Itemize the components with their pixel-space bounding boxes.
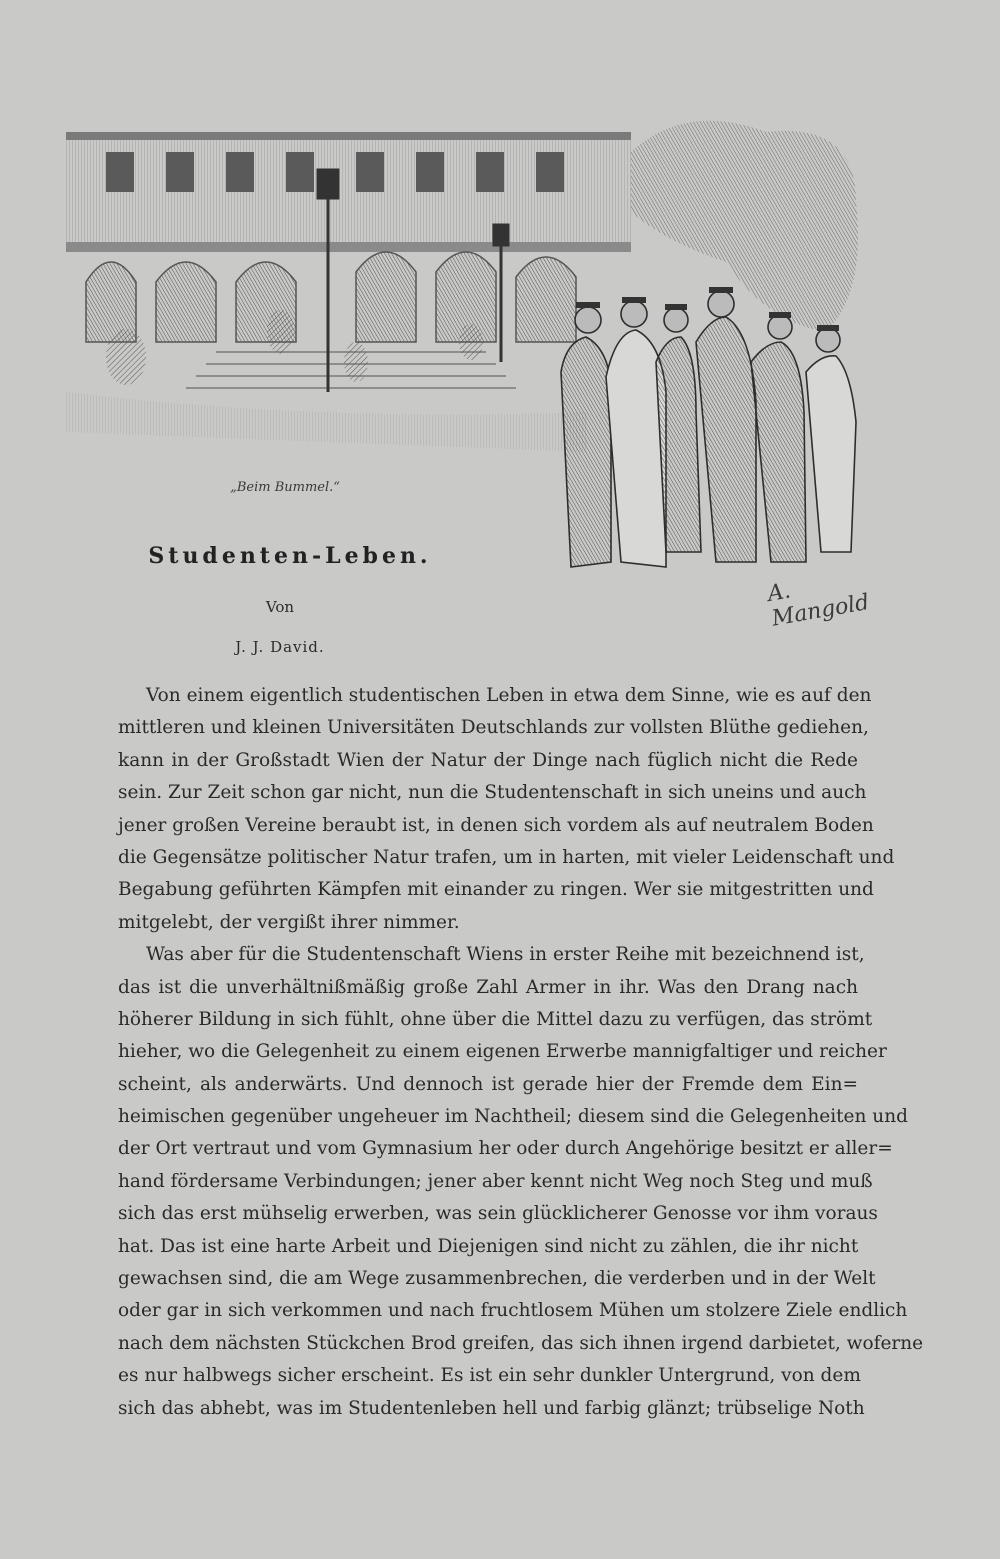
text-line: das ist die unverhältnißmäßig große Zahl Armer in ihr. Was den Drang nach bbox=[118, 976, 858, 998]
text-line: sich das erst mühselig erwerben, was sein glücklicherer Genosse vor ihm voraus bbox=[118, 1203, 878, 1225]
text-line: kann in der Großstadt Wien der Natur der Dinge nach füglich nicht die Rede bbox=[118, 749, 858, 771]
article-title: Studenten-Leben. bbox=[148, 543, 432, 569]
text-line: der Ort vertraut und vom Gymnasium her oder durch Angehörige besitzt er aller= bbox=[118, 1138, 893, 1160]
text-line: sich das abhebt, was im Studentenleben hell und farbig glänzt; trübselige Noth bbox=[118, 1397, 865, 1419]
artist-signature: A. Mangold bbox=[765, 578, 872, 632]
engraving-illustration bbox=[66, 92, 866, 592]
text-line: hieher, wo die Gelegenheit zu einem eigenen Erwerbe mannigfaltiger und reicher bbox=[118, 1041, 887, 1063]
text-line: mitgelebt, der vergißt ihrer nimmer. bbox=[118, 911, 460, 933]
text-line: Von einem eigentlich studentischen Leben in etwa dem Sinne, wie es auf den bbox=[146, 685, 872, 706]
text-line: höherer Bildung in sich fühlt, ohne über die Mittel dazu zu verfügen, das strömt bbox=[118, 1008, 873, 1030]
illustration-caption: „Beim Bummel.“ bbox=[230, 480, 340, 495]
text-line: oder gar in sich verkommen und nach fruchtlosem Mühen um stolzere Ziele endlich bbox=[118, 1300, 908, 1322]
text-line: nach dem nächsten Stückchen Brod greifen, das sich ihnen irgend darbietet, woferne bbox=[118, 1332, 924, 1354]
article-byline: Von bbox=[265, 598, 295, 616]
text-line: die Gegensätze politischer Natur trafen, um in harten, mit vieler Leidenschaft und bbox=[118, 846, 895, 868]
text-line: scheint, als anderwärts. Und dennoch ist gerade hier der Fremde dem Ein= bbox=[118, 1073, 858, 1095]
text-line: gewachsen sind, die am Wege zusammenbrechen, die verderben und in der Welt bbox=[118, 1268, 876, 1290]
article-author: J. J. David. bbox=[235, 638, 325, 656]
courtyard-engraving bbox=[66, 92, 866, 592]
text-line: mittleren und kleinen Universitäten Deutschlands zur vollsten Blüthe gediehen, bbox=[118, 717, 869, 739]
text-line: sein. Zur Zeit schon gar nicht, nun die Studentenschaft in sich uneins und auch bbox=[118, 782, 867, 804]
text-line: hat. Das ist eine harte Arbeit und Diejenigen sind nicht zu zählen, die ihr nicht bbox=[118, 1235, 859, 1257]
text-line: hand fördersame Verbindungen; jener aber kennt nicht Weg noch Steg und muß bbox=[118, 1170, 873, 1192]
article-body bbox=[118, 680, 924, 1425]
text-line: heimischen gegenüber ungeheuer im Nachtheil; diesem sind die Gelegenheiten und bbox=[118, 1106, 908, 1128]
text-line: Was aber für die Studentenschaft Wiens in erster Reihe mit bezeichnend ist, bbox=[146, 944, 865, 966]
text-line: jener großen Vereine beraubt ist, in denen sich vordem als auf neutralem Boden bbox=[118, 814, 874, 836]
text-line: Begabung geführten Kämpfen mit einander zu ringen. Wer sie mitgestritten und bbox=[118, 879, 874, 901]
text-line: es nur halbwegs sicher erscheint. Es ist ein sehr dunkler Untergrund, von dem bbox=[118, 1365, 861, 1387]
